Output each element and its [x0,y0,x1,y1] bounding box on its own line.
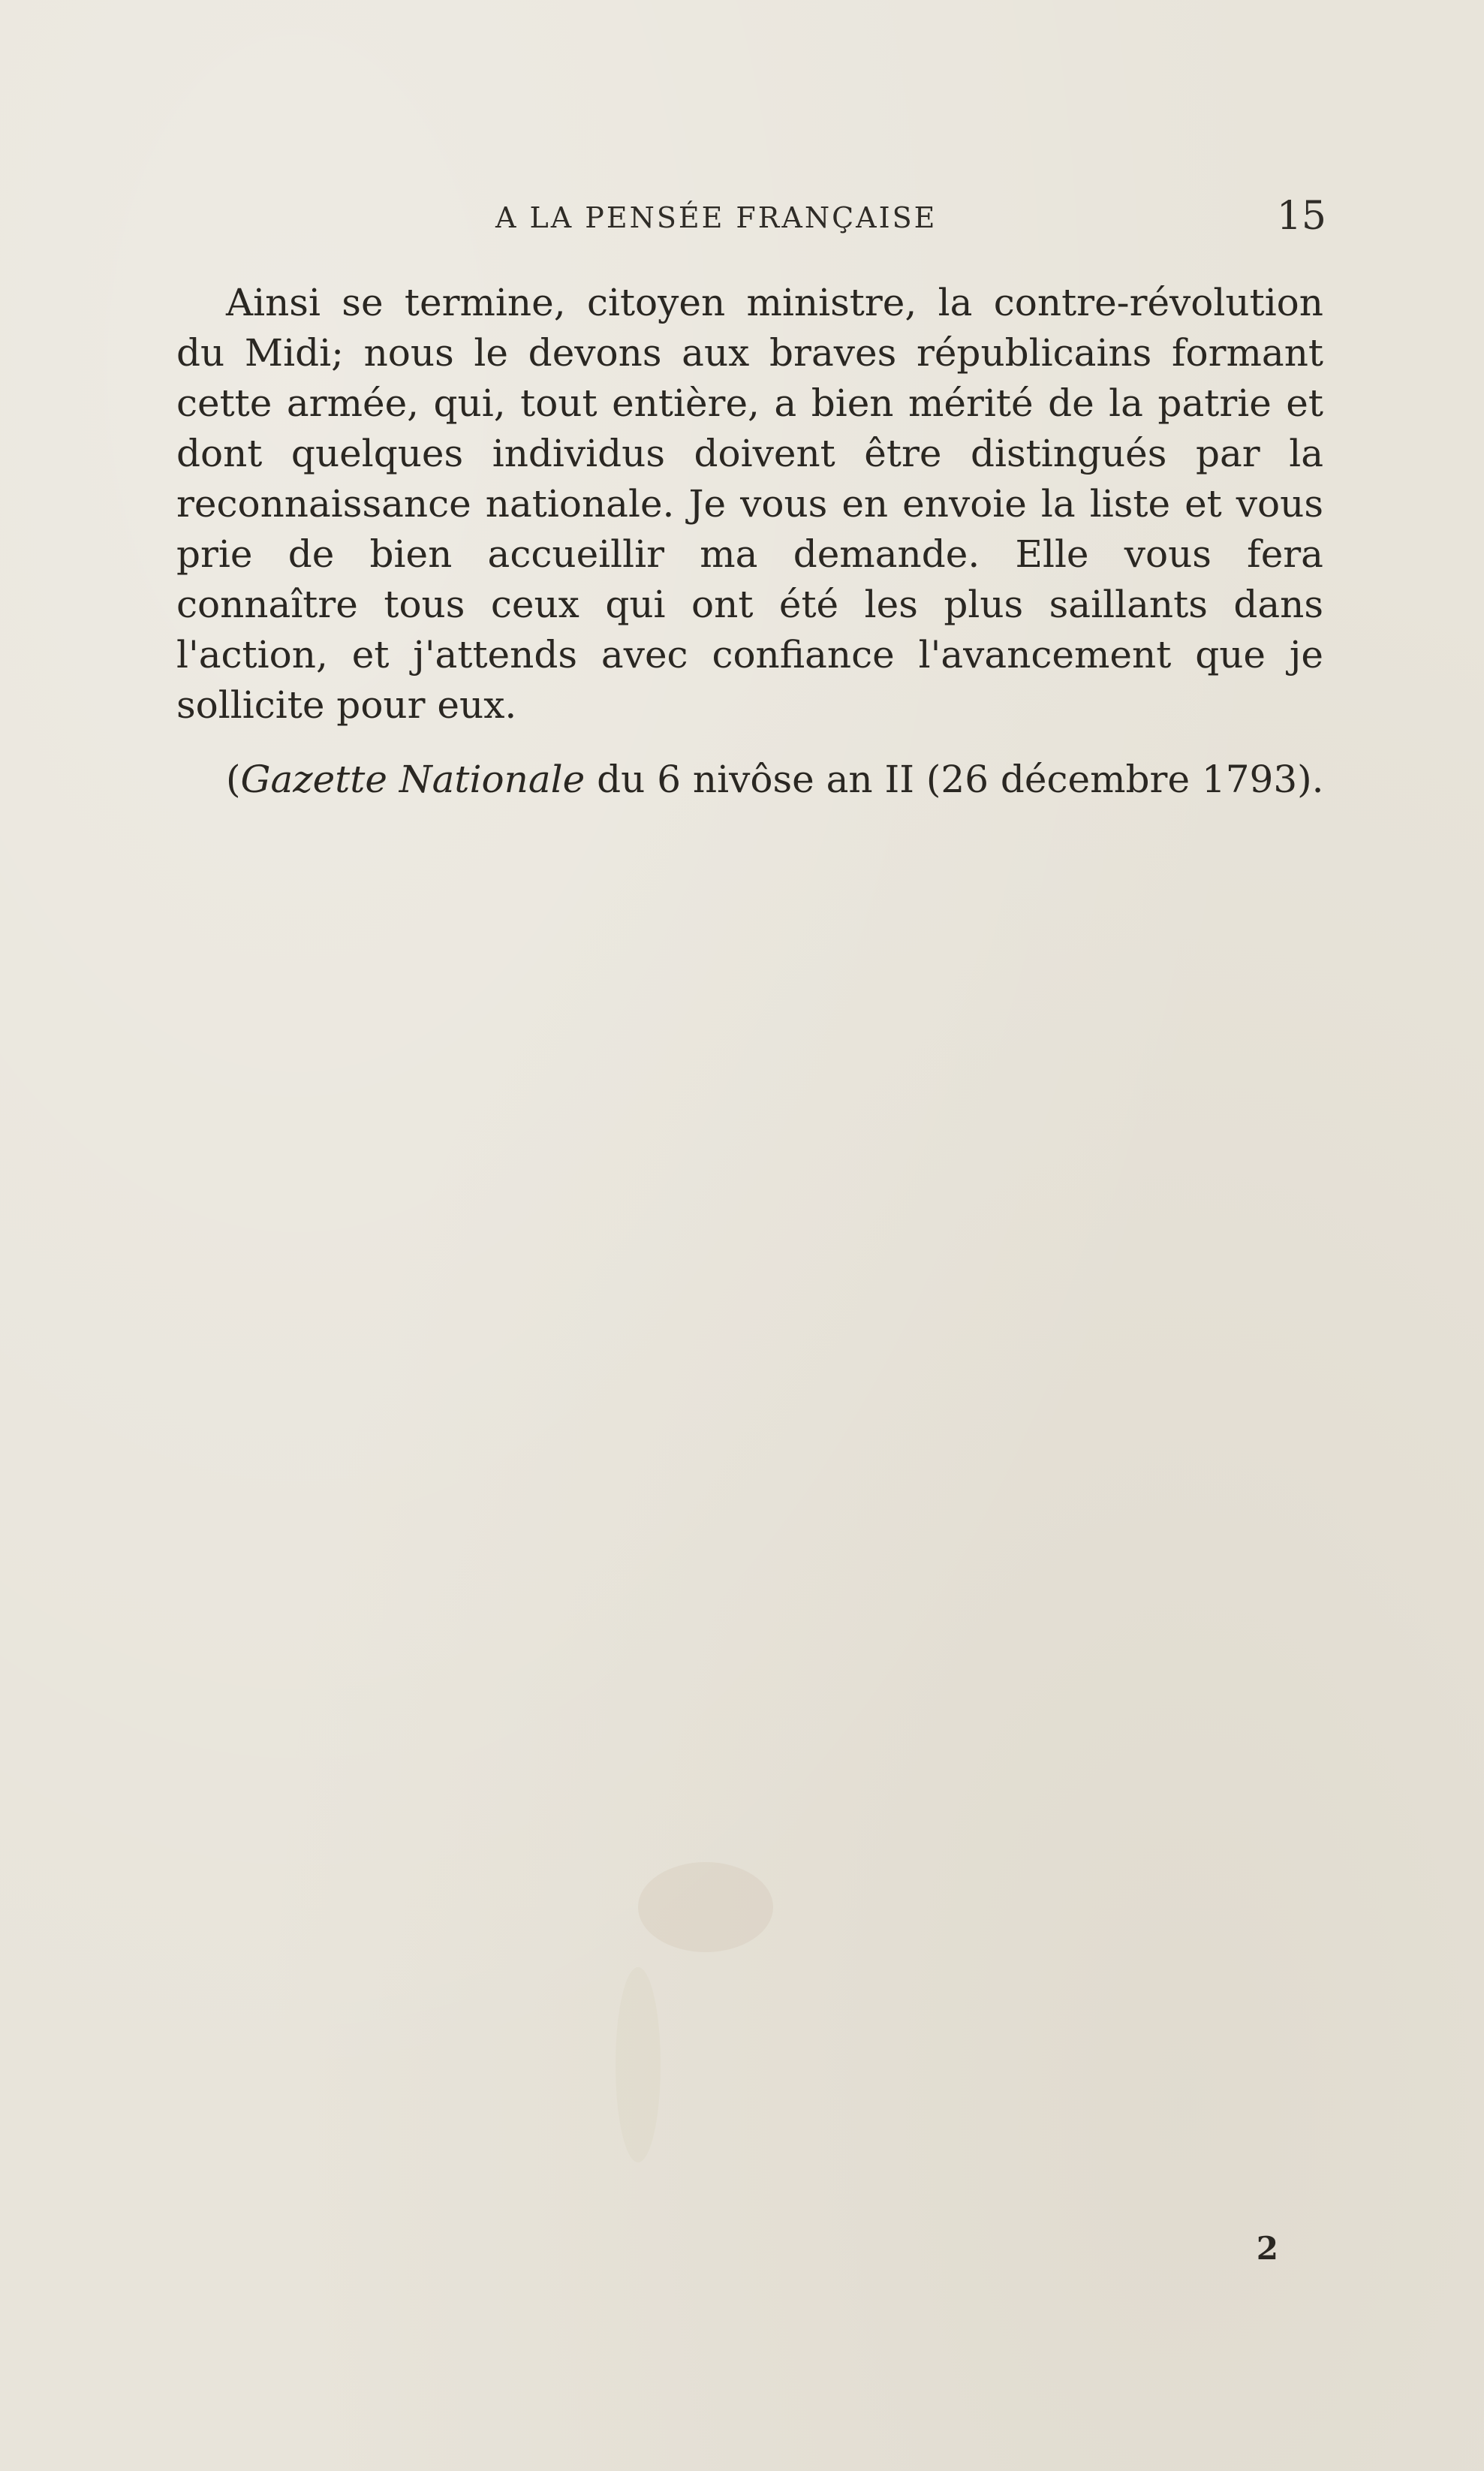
citation-open: ( [226,758,241,801]
page-number: 15 [1276,194,1326,239]
body-text [176,278,1323,731]
paper-stain [616,1967,661,2162]
paper-stain [638,1862,773,1952]
running-title: A LA PENSÉE FRANÇAISE [495,201,938,234]
signature-mark: 2 [1256,2230,1278,2267]
citation-source-title: Gazette Nationale [240,758,585,801]
citation [226,755,1373,805]
paragraph: Ainsi se termine, citoyen ministre, la contre-révolution du Midi; nous le devons aux braves républicains formant cette armée, qui, tout entière, a bien mérité de la patrie et dont quelques individus doivent être distingués par la reconnaissance nationale. Je vous en envoie la liste et vous prie de bien accueillir ma demande. Elle vous fera connaître tous ceux qui ont été les plus saillants dans l'action, et j'attends avec confiance l'avancement que je sollicite pour eux. [176,281,1323,727]
citation-rest: du 6 nivôse an II (26 décembre 1793). [585,758,1324,801]
